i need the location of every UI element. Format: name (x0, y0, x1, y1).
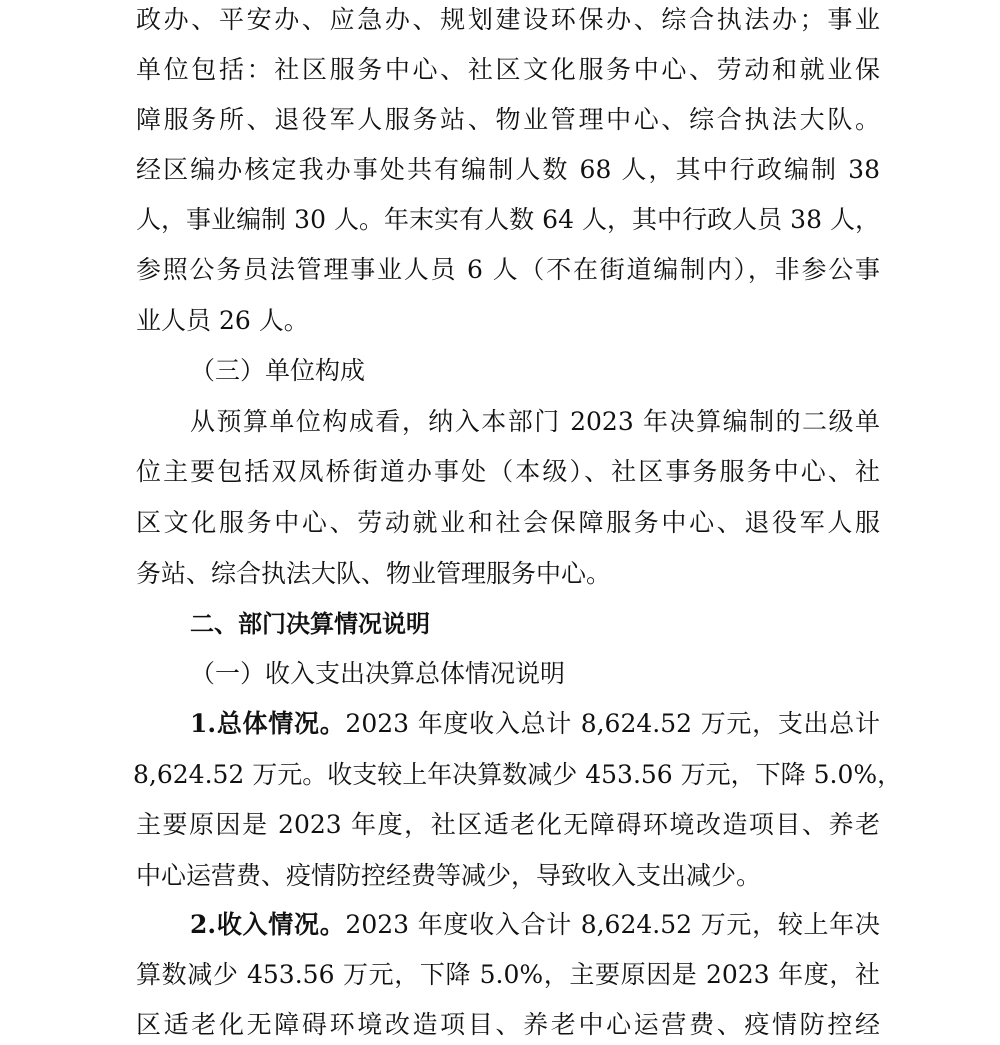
item-line (190, 704, 880, 744)
body-line: 从预算单位构成看，纳入本部门 2023 年决算编制的二级单 (190, 407, 880, 436)
body-line: 位主要包括双凤桥街道办事处（本级）、社区事务服务中心、社 (136, 457, 880, 486)
body-line: 障服务所、退役军人服务站、物业管理中心、综合执法大队。 (136, 105, 880, 134)
part-heading: 二、部门决算情况说明 (190, 610, 430, 638)
body-line: 中心运营费、疫情防控经费等减少，导致收入支出减少。 (136, 861, 762, 890)
body-line: 8,624.52 万元。收支较上年决算数减少 453.56 万元，下降 5.0%， (133, 760, 903, 789)
body-line: 业人员 26 人。 (136, 306, 309, 335)
body-line: 务站、综合执法大队、物业管理服务中心。 (136, 559, 612, 588)
body-line: 主要原因是 2023 年度，社区适老化无障碍环境改造项目、养老 (136, 810, 880, 839)
body-line: 参照公务员法管理事业人员 6 人（不在街道编制内），非参公事 (136, 255, 880, 284)
body-line: 经区编办核定我办事处共有编制人数 68 人，其中行政编制 38 (136, 155, 880, 184)
body-line: 区适老化无障碍环境改造项目、养老中心运营费、疫情防控经 (136, 1010, 880, 1039)
body-line: 单位包括：社区服务中心、社区文化服务中心、劳动和就业保 (136, 55, 880, 84)
section-heading: （三）单位构成 (190, 356, 366, 385)
item-line (190, 905, 880, 945)
item-lead: 1.总体情况。 (190, 709, 346, 738)
item-lead: 2.收入情况。 (190, 910, 346, 939)
body-line: 人，事业编制 30 人。年末实有人数 64 人，其中行政人员 38 人， (136, 205, 880, 234)
item-text: 2023 年度收入合计 8,624.52 万元，较上年决 (345, 910, 880, 939)
subsection-heading: （一）收入支出决算总体情况说明 (190, 659, 566, 688)
body-line: 算数减少 453.56 万元，下降 5.0%，主要原因是 2023 年度，社 (136, 960, 880, 989)
item-text: 2023 年度收入总计 8,624.52 万元，支出总计 (345, 709, 880, 738)
body-line: 区文化服务中心、劳动就业和社会保障服务中心、退役军人服 (136, 508, 880, 537)
body-line: 政办、平安办、应急办、规划建设环保办、综合执法办；事业 (136, 5, 880, 34)
